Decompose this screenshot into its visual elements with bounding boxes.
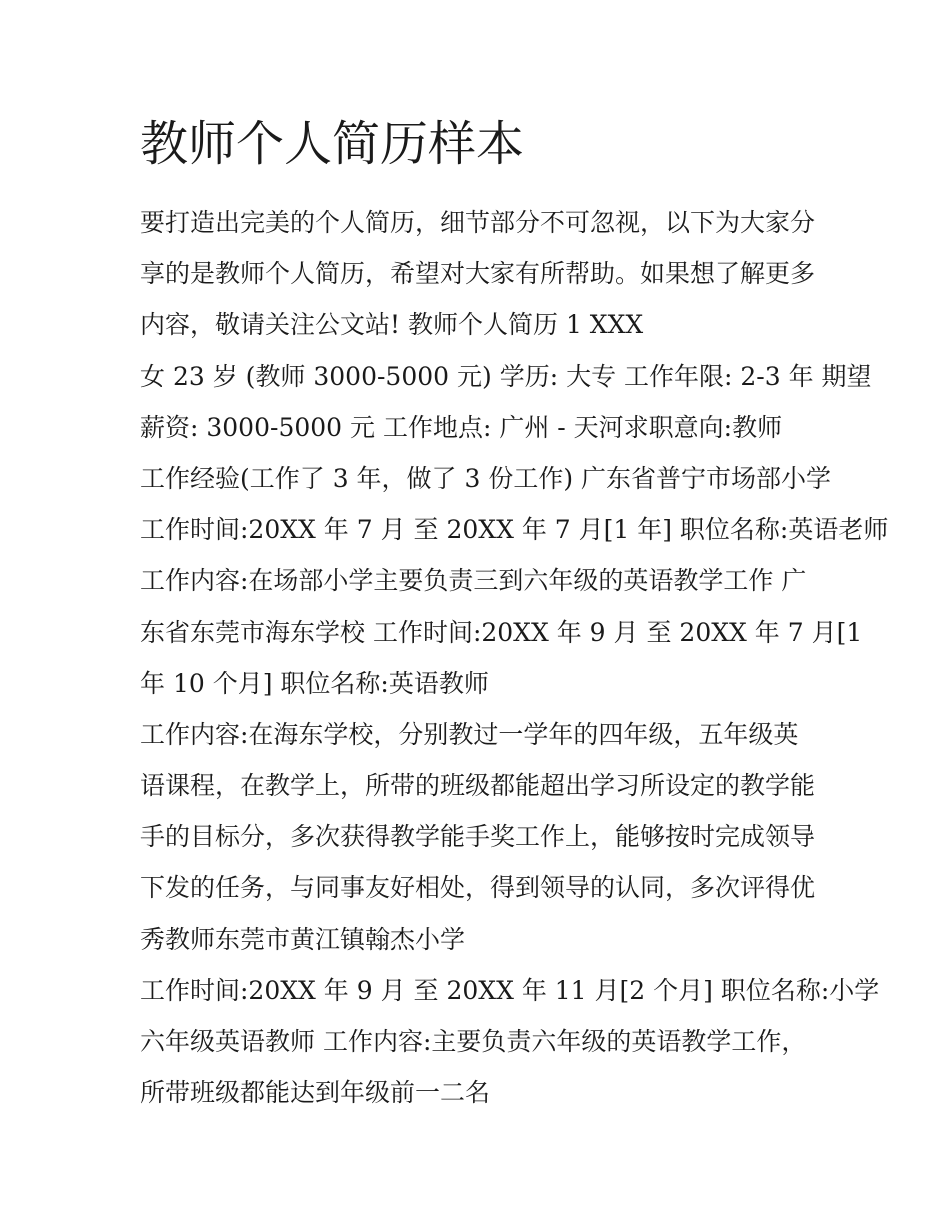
text-line: 工作时间:20XX 年 7 月 至 20XX 年 7 月[1 年] 职位名称:英语老师	[140, 515, 889, 545]
text-line: 六年级英语教师 工作内容:主要负责六年级的英语教学工作，	[140, 1027, 807, 1056]
text-line: 秀教师东莞市黄江镇翰杰小学	[140, 924, 466, 954]
text-line: 女 23 岁 (教师 3000-5000 元) 学历: 大专 工作年限: 2-3 年 期望	[140, 361, 872, 391]
text-line: 薪资: 3000-5000 元 工作地点: 广州 - 天河求职意向:教师	[140, 412, 783, 442]
text-line: 手的目标分，多次获得教学能手奖工作上，能够按时完成领导	[140, 822, 816, 852]
text-line: 工作内容:在场部小学主要负责三到六年级的英语教学工作 广	[140, 566, 807, 596]
text-line: 工作内容:在海东学校，分别教过一学年的四年级，五年级英	[140, 719, 799, 749]
text-line: 年 10 个月] 职位名称:英语教师	[140, 668, 489, 698]
text-line: 东省东莞市海东学校 工作时间:20XX 年 9 月 至 20XX 年 7 月[1	[140, 617, 863, 647]
document-body	[140, 197, 889, 1118]
text-line: 享的是教师个人简历，希望对大家有所帮助。如果想了解更多	[140, 259, 816, 289]
text-line: 所带班级都能达到年级前一二名	[140, 1078, 491, 1108]
text-line: 下发的任务，与同事友好相处，得到领导的认同，多次评得优	[140, 873, 816, 903]
text-line: 工作时间:20XX 年 9 月 至 20XX 年 11 月[2 个月] 职位名称:小学	[140, 975, 880, 1005]
text-line: 工作经验(工作了 3 年，做了 3 份工作) 广东省普宁市场部小学	[140, 463, 832, 493]
text-line: 内容，敬请关注公文站! 教师个人简历 1 XXX	[140, 310, 644, 340]
text-line: 语课程，在教学上，所带的班级都能超出学习所设定的教学能	[140, 771, 816, 801]
document-title: 教师个人简历样本	[140, 116, 525, 172]
text-line: 要打造出完美的个人简历，细节部分不可忽视，以下为大家分	[140, 208, 816, 237]
